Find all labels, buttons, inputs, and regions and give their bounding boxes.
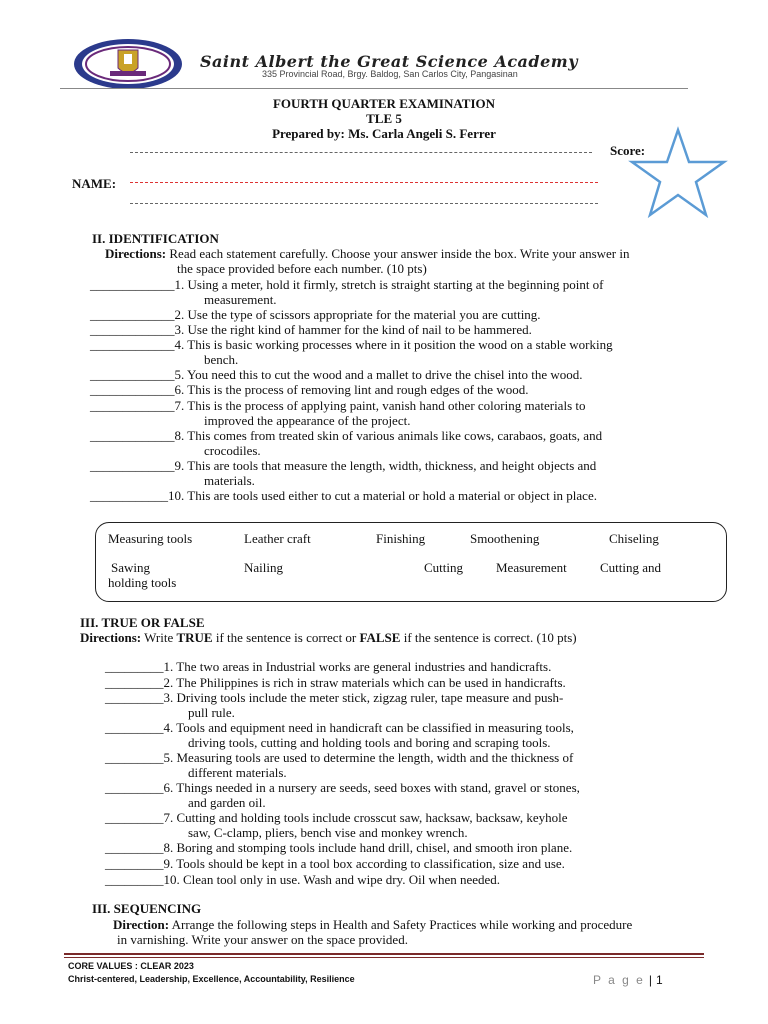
- identification-item: [90, 277, 604, 307]
- prepared-by: Prepared by: Ms. Carla Angeli S. Ferrer: [272, 126, 496, 141]
- sequencing-heading: III. SEQUENCING: [92, 901, 202, 916]
- question-text: 9. This are tools that measure the length, width, thickness, and height objects and: [174, 458, 597, 473]
- answer-blank[interactable]: _________: [105, 856, 164, 871]
- answer-choice: Cutting: [424, 560, 464, 575]
- school-name: Saint Albert the Great Science Academy: [200, 52, 579, 71]
- question-text-cont: measurement.: [204, 292, 277, 307]
- question-text: 8. Boring and stomping tools include hand drill, chisel, and smooth iron plane.: [163, 840, 573, 855]
- directions-label: Direction:: [113, 917, 170, 932]
- question-text-cont: and garden oil.: [188, 795, 266, 810]
- page-indicator: P a g e | 1: [593, 973, 663, 987]
- question-text: 7. This is the process of applying paint, vanish hand other coloring materials to: [174, 398, 586, 413]
- false-word: FALSE: [359, 630, 401, 645]
- answer-blank[interactable]: _________: [105, 810, 164, 825]
- identification-item: [90, 382, 528, 397]
- question-text-cont: materials.: [204, 473, 255, 488]
- true-word: TRUE: [176, 630, 213, 645]
- answer-choice: Measurement: [496, 560, 567, 575]
- footer-rule: [64, 953, 704, 955]
- dashed-line: [130, 152, 592, 153]
- answer-blank[interactable]: _________: [105, 675, 164, 690]
- directions-label: Directions:: [80, 630, 142, 645]
- true-false-item: [105, 872, 500, 887]
- question-text: 4. This is basic working processes where in it position the wood on a stable working: [174, 337, 613, 352]
- true-false-heading: III. TRUE OR FALSE: [80, 615, 205, 630]
- true-false-item: [105, 856, 565, 871]
- answer-blank[interactable]: _________: [105, 659, 164, 674]
- identification-item: [90, 337, 613, 367]
- true-false-directions: [80, 630, 577, 645]
- answer-blank[interactable]: _____________: [90, 337, 175, 352]
- answer-choice: Cutting and: [600, 560, 662, 575]
- true-false-item: [105, 675, 566, 690]
- score-star-icon: [628, 126, 728, 220]
- answer-choice: Sawing: [111, 560, 150, 575]
- question-text-cont: bench.: [204, 352, 239, 367]
- answer-choice: holding tools: [108, 575, 177, 590]
- answer-blank[interactable]: _____________: [90, 428, 175, 443]
- answer-choice: Chiseling: [609, 531, 659, 546]
- answer-blank[interactable]: _________: [105, 690, 164, 705]
- identification-item: [90, 322, 532, 337]
- answer-blank[interactable]: _____________: [90, 277, 175, 292]
- answer-choice: Leather craft: [244, 531, 311, 546]
- question-text: 4. Tools and equipment need in handicraft can be classified in measuring tools,: [163, 720, 574, 735]
- directions-label: Directions:: [105, 246, 167, 261]
- answer-blank[interactable]: _____________: [90, 458, 175, 473]
- question-text: 10. This are tools used either to cut a material or hold a material or object in place.: [168, 488, 597, 503]
- question-text-cont: pull rule.: [188, 705, 235, 720]
- question-text-cont: saw, C-clamp, pliers, bench vise and monkey wrench.: [188, 825, 468, 840]
- directions-text: Arrange the following steps in Health and Safety Practices while working and procedure: [171, 917, 633, 932]
- identification-directions: [105, 246, 630, 261]
- answer-blank[interactable]: _____________: [90, 322, 175, 337]
- header-rule: [60, 88, 688, 89]
- page-number: 1: [655, 973, 663, 987]
- name-label: NAME:: [72, 176, 117, 191]
- answer-blank[interactable]: _____________: [90, 367, 175, 382]
- identification-item: [90, 307, 541, 322]
- question-text: 7. Cutting and holding tools include crosscut saw, hacksaw, backsaw, keyhole: [163, 810, 568, 825]
- question-text: 5. Measuring tools are used to determine the length, width and the thickness of: [163, 750, 574, 765]
- page-label: P a g e: [593, 973, 645, 987]
- school-address: 335 Provincial Road, Brgy. Baldog, San Carlos City, Pangasinan: [262, 69, 518, 79]
- question-text-cont: driving tools, cutting and holding tools and boring and scraping tools.: [188, 735, 551, 750]
- question-text: 10. Clean tool only in use. Wash and wipe dry. Oil when needed.: [163, 872, 501, 887]
- core-values-title: CORE VALUES : CLEAR 2023: [68, 961, 194, 971]
- answer-choice: Measuring tools: [108, 531, 193, 546]
- identification-item: [90, 367, 583, 382]
- identification-item: [90, 458, 596, 488]
- question-text: 1. Using a meter, hold it firmly, stretch is straight starting at the beginning point of: [174, 277, 604, 292]
- exam-title: FOURTH QUARTER EXAMINATION: [272, 96, 496, 111]
- true-false-item: [105, 690, 563, 720]
- question-text: 2. The Philippines is rich in straw materials which can be used in handicrafts.: [163, 675, 566, 690]
- footer-rule: [64, 957, 704, 958]
- question-text: 9. Tools should be kept in a tool box according to classification, size and use.: [163, 856, 565, 871]
- true-false-item: [105, 780, 580, 810]
- directions-text: Write: [144, 630, 177, 645]
- answer-blank[interactable]: _________: [105, 780, 164, 795]
- identification-item: [90, 488, 597, 503]
- question-text-cont: improved the appearance of the project.: [204, 413, 411, 428]
- answer-blank[interactable]: _________: [105, 872, 164, 887]
- question-text: 3. Driving tools include the meter stick, zigzag ruler, tape measure and push-: [163, 690, 564, 705]
- question-text-cont: crocodiles.: [204, 443, 261, 458]
- name-line[interactable]: [130, 182, 598, 183]
- question-text: 3. Use the right kind of hammer for the kind of nail to be hammered.: [174, 322, 532, 337]
- answer-blank[interactable]: _____________: [90, 307, 175, 322]
- true-false-item: [105, 659, 551, 674]
- sequencing-directions: [113, 917, 632, 932]
- question-text: 8. This comes from treated skin of various animals like cows, carabaos, goats, and: [174, 428, 603, 443]
- dashed-line: [130, 203, 598, 204]
- true-false-item: [105, 810, 568, 840]
- directions-text: if the sentence is correct or: [212, 630, 360, 645]
- directions-text: if the sentence is correct. (10 pts): [400, 630, 577, 645]
- question-text-cont: different materials.: [188, 765, 287, 780]
- answer-choice: Smoothening: [470, 531, 540, 546]
- question-text: 6. This is the process of removing lint and rough edges of the wood.: [174, 382, 529, 397]
- score-label: Score:: [610, 143, 646, 158]
- question-text: 2. Use the type of scissors appropriate for the material you are cutting.: [174, 307, 541, 322]
- answer-blank[interactable]: _________: [105, 720, 164, 735]
- school-seal-logo: [72, 38, 184, 90]
- sequencing-directions-cont: in varnishing. Write your answer on the space provided.: [117, 932, 408, 947]
- answer-choice: Nailing: [244, 560, 283, 575]
- question-text: 6. Things needed in a nursery are seeds, seed boxes with stand, gravel or stones,: [163, 780, 580, 795]
- directions-text: Read each statement carefully. Choose your answer inside the box. Write your answer in: [169, 246, 630, 261]
- subject-title: TLE 5: [366, 111, 402, 126]
- true-false-item: [105, 840, 572, 855]
- question-text: 1. The two areas in Industrial works are general industries and handicrafts.: [163, 659, 552, 674]
- true-false-item: [105, 750, 573, 780]
- answer-blank[interactable]: _____________: [90, 398, 175, 413]
- question-text: 5. You need this to cut the wood and a mallet to drive the chisel into the wood.: [174, 367, 583, 382]
- core-values-list: Christ-centered, Leadership, Excellence, Accountability, Resilience: [68, 974, 355, 984]
- answer-blank[interactable]: ____________: [90, 488, 168, 503]
- answer-blank[interactable]: _________: [105, 840, 164, 855]
- true-false-item: [105, 720, 574, 750]
- answer-blank[interactable]: _____________: [90, 382, 175, 397]
- identification-heading: II. IDENTIFICATION: [92, 231, 219, 246]
- answer-choice: Finishing: [376, 531, 426, 546]
- identification-item: [90, 398, 586, 428]
- answer-blank[interactable]: _________: [105, 750, 164, 765]
- identification-item: [90, 428, 602, 458]
- identification-directions-cont: the space provided before each number. (10 pts): [177, 261, 427, 276]
